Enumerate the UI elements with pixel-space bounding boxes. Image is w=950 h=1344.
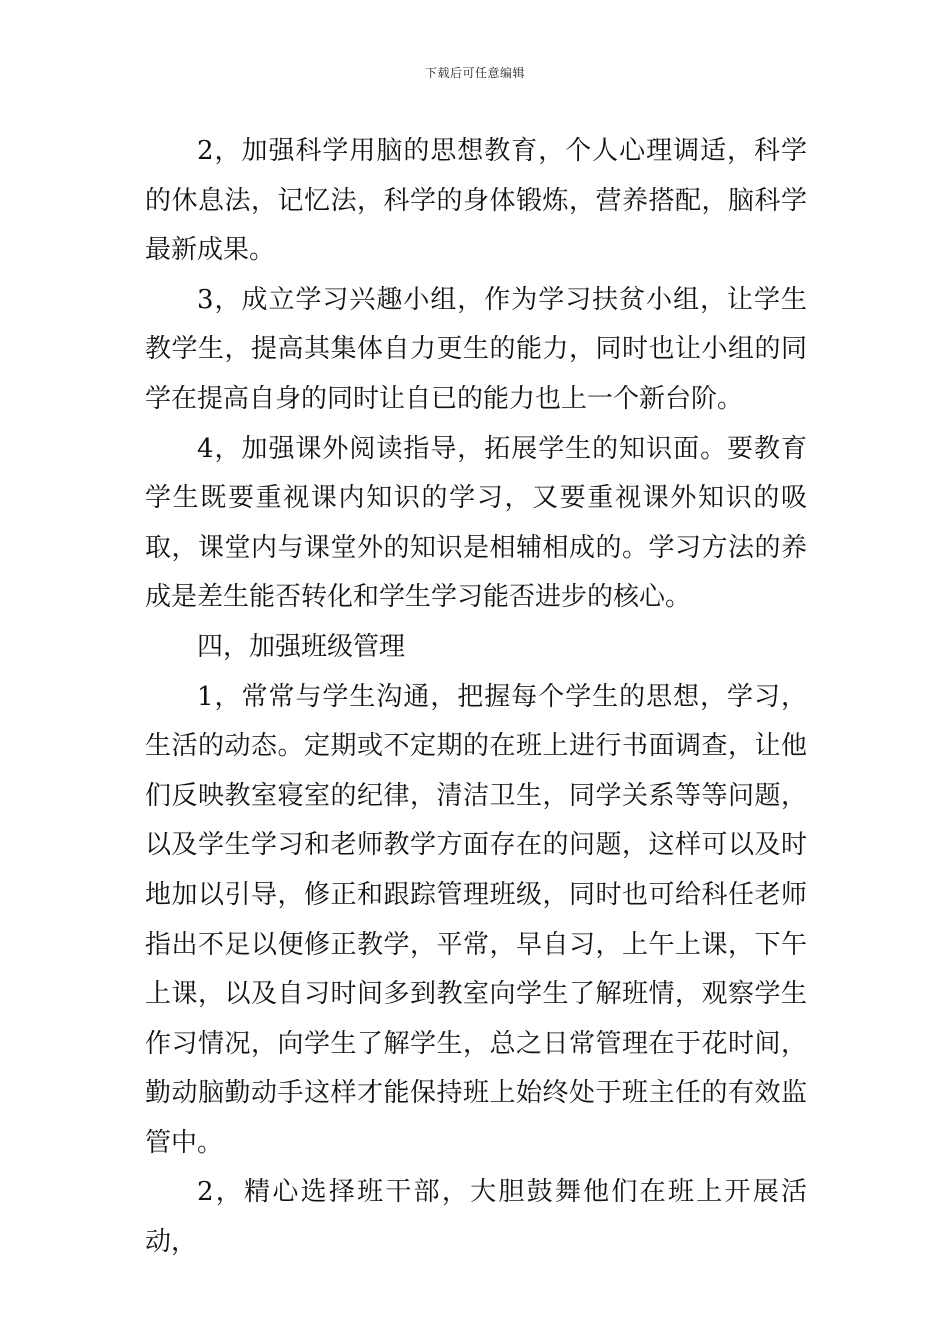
- paragraph-item-2: 2，加强科学用脑的思想教育，个人心理调适，科学的休息法，记忆法，科学的身体锻炼，营养搭配，脑科学最新成果。: [145, 136, 807, 266]
- section-heading-class-management: 四，加强班级管理: [197, 631, 406, 662]
- paragraph-item-3: 3，成立学习兴趣小组，作为学习扶贫小组，让学生教学生，提高其集体自力更生的能力，同时也让小组的同学在提高自身的同时让自已的能力也上一个新台阶。: [145, 284, 807, 414]
- paragraph-item-4: 4，加强课外阅读指导，拓展学生的知识面。要教育学生既要重视课内知识的学习，又要重视课外知识的吸取，课堂内与课堂外的知识是相辅相成的。学习方法的养成是差生能否转化和学生学习能否进步的核心。: [145, 433, 807, 613]
- page-header-note: 下载后可任意编辑: [424, 66, 525, 80]
- paragraph-item-1-communication: 1，常常与学生沟通，把握每个学生的思想，学习，生活的动态。定期或不定期的在班上进行书面调查，让他们反映教室寝室的纪律，清洁卫生，同学关系等等问题，以及学生学习和老师教学方面存在的问题，这样可以及时地加以引导，修正和跟踪管理班级，同时也可给科任老师指出不足以便修正教学，平常，早自习，上午上课，下午上课，以及自习时间多到教室向学生了解班情，观察学生作习情况，向学生了解学生，总之日常管理在于花时间，勤动脑勤动手这样才能保持班上始终处于班主任的有效监管中。: [145, 681, 807, 1158]
- document-body: [145, 127, 807, 1268]
- paragraph-item-2-class-leaders: 2，精心选择班干部，大胆鼓舞他们在班上开展活动，: [145, 1177, 807, 1258]
